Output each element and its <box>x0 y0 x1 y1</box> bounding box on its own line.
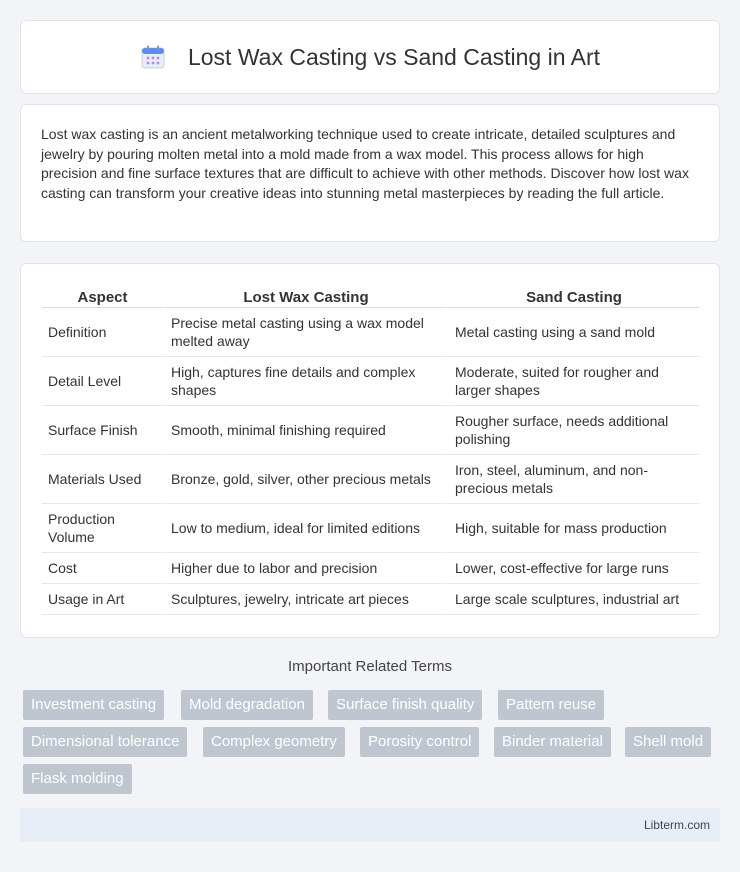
row-aspect: Cost <box>42 553 163 584</box>
footer-site-link[interactable]: Libterm.com <box>643 818 710 832</box>
table-row <box>42 553 699 584</box>
row-sand: Iron, steel, aluminum, and non-precious metals <box>447 455 699 504</box>
row-lost-wax: Precise metal casting using a wax model melted away <box>163 308 447 357</box>
comparison-table <box>42 284 699 615</box>
header-sand: Sand Casting <box>447 284 699 308</box>
header-card <box>20 20 720 94</box>
calendar-icon <box>140 44 166 70</box>
page-title: Lost Wax Casting vs Sand Casting in Art <box>187 43 601 70</box>
term-tag[interactable]: Flask molding <box>23 764 132 794</box>
row-lost-wax: Low to medium, ideal for limited editions <box>163 504 447 553</box>
table-header-row <box>42 284 699 308</box>
row-aspect: Materials Used <box>42 455 163 504</box>
footer <box>20 808 720 842</box>
header-lost-wax: Lost Wax Casting <box>163 284 447 308</box>
intro-card <box>20 104 720 242</box>
table-row <box>42 357 699 406</box>
table-row <box>42 504 699 553</box>
row-aspect: Definition <box>42 308 163 357</box>
intro-paragraph: Lost wax casting is an ancient metalworking technique used to create intricate, detailed sculptures and jewelry by pouring molten metal into a mold made from a wax model. This process allows for high precision and fine surface textures that are difficult to achieve with other methods. Discover how lost wax casting can transform your creative ideas into stunning metal masterpieces by reading the full article. <box>41 126 689 201</box>
term-tag[interactable]: Investment casting <box>23 690 164 720</box>
table-row <box>42 406 699 455</box>
term-tag[interactable]: Complex geometry <box>203 727 345 757</box>
related-terms-title: Important Related Terms <box>288 658 452 675</box>
row-sand: Lower, cost-effective for large runs <box>447 553 699 584</box>
row-aspect: Usage in Art <box>42 584 163 615</box>
row-lost-wax: Smooth, minimal finishing required <box>163 406 447 455</box>
row-aspect: Surface Finish <box>42 406 163 455</box>
term-tag[interactable]: Pattern reuse <box>498 690 604 720</box>
table-row <box>42 584 699 615</box>
comparison-card <box>20 263 720 638</box>
row-lost-wax: High, captures fine details and complex shapes <box>163 357 447 406</box>
row-sand: High, suitable for mass production <box>447 504 699 553</box>
row-lost-wax: Sculptures, jewelry, intricate art pieces <box>163 584 447 615</box>
table-row <box>42 308 699 357</box>
row-lost-wax: Higher due to labor and precision <box>163 553 447 584</box>
row-sand: Rougher surface, needs additional polishing <box>447 406 699 455</box>
term-tag[interactable]: Shell mold <box>625 727 711 757</box>
row-aspect: Detail Level <box>42 357 163 406</box>
term-tag[interactable]: Porosity control <box>360 727 479 757</box>
row-aspect: Production Volume <box>42 504 163 553</box>
table-row <box>42 455 699 504</box>
term-tag[interactable]: Dimensional tolerance <box>23 727 187 757</box>
row-sand: Metal casting using a sand mold <box>447 308 699 357</box>
row-sand: Large scale sculptures, industrial art <box>447 584 699 615</box>
term-tag[interactable]: Binder material <box>494 727 611 757</box>
term-tag[interactable]: Mold degradation <box>181 690 313 720</box>
row-sand: Moderate, suited for rougher and larger shapes <box>447 357 699 406</box>
row-lost-wax: Bronze, gold, silver, other precious metals <box>163 455 447 504</box>
term-tag[interactable]: Surface finish quality <box>328 690 482 720</box>
header-aspect: Aspect <box>42 284 163 308</box>
